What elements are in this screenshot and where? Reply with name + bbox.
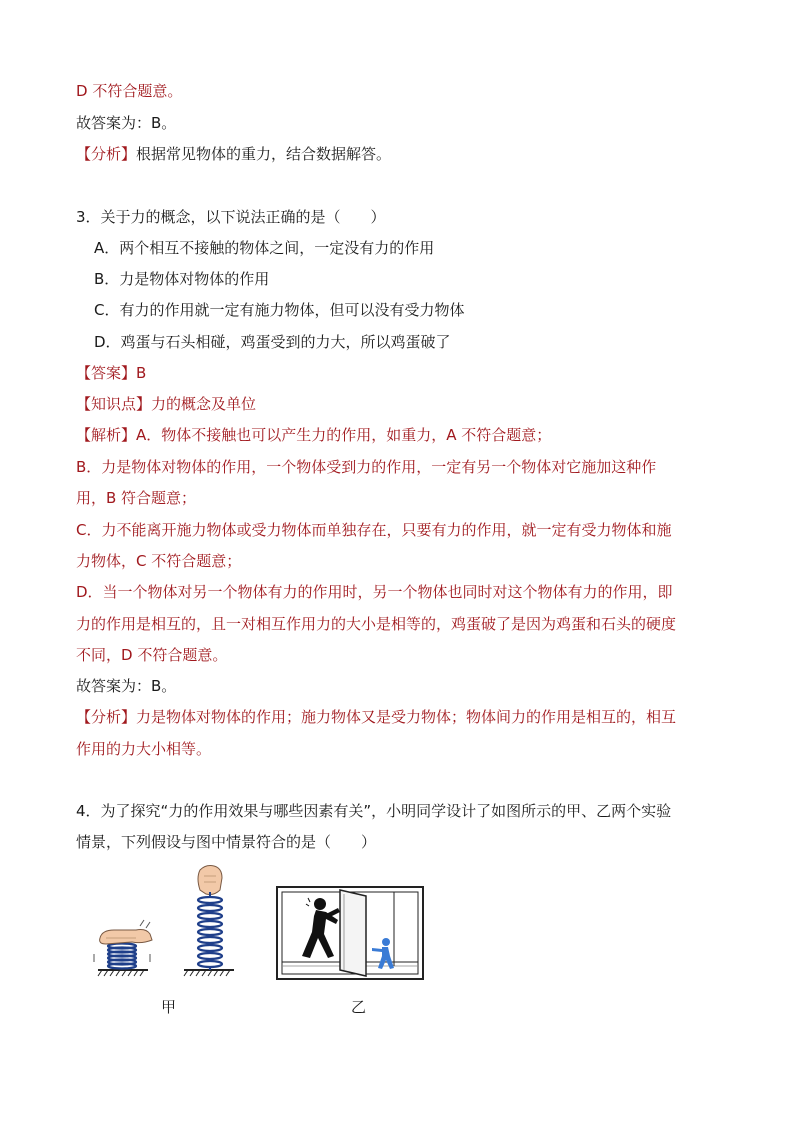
q3-explain-line-5: 力物体，C 不符合题意； <box>76 552 242 570</box>
q3-explain-line-6: D．当一个物体对另一个物体有力的作用时，另一个物体也同时对这个物体有力的作用，即 <box>76 583 673 601</box>
q3-knowledge <box>76 394 256 414</box>
answer-value: B <box>136 364 147 382</box>
figure-yi <box>276 886 424 980</box>
q4-stem-line-1: 4．为了探究“力的作用效果与哪些因素有关”，小明同学设计了如图所示的甲、乙两个实验 <box>76 802 672 820</box>
q3-option-a: A．两个相互不接触的物体之间，一定没有力的作用 <box>94 239 435 257</box>
stretched-spring <box>198 897 222 970</box>
q2-final-answer: 故答案为：B。 <box>76 114 177 132</box>
q3-explain-line-4: C．力不能离开施力物体或受力物体而单独存在，只要有力的作用，就一定有受力物体和施 <box>76 521 672 539</box>
figure-jia <box>92 862 252 987</box>
ground-right <box>184 970 234 976</box>
q3-explain-line-3: 用，B 符合题意； <box>76 489 197 507</box>
ground-left <box>98 970 148 976</box>
q2-option-d-verdict: D 不符合题意。 <box>76 82 183 100</box>
analysis-tag: 【分析】 <box>76 145 137 163</box>
q2-analysis <box>76 144 391 164</box>
q3-option-d: D．鸡蛋与石头相碰，鸡蛋受到的力大，所以鸡蛋破了 <box>94 333 451 351</box>
q3-analysis-line-1: 【分析】力是物体对物体的作用；施力物体又是受力物体；物体间力的作用是相互的，相互 <box>76 708 677 726</box>
analysis-text: 根据常见物体的重力，结合数据解答。 <box>136 145 392 163</box>
q3-explain-line-8: 不同，D 不符合题意。 <box>76 646 228 664</box>
analysis-tag: 【分析】 <box>76 708 137 726</box>
answer-tag: 【答案】 <box>76 364 137 382</box>
hand-pulling-icon <box>198 866 222 898</box>
knowledge-tag: 【知识点】 <box>76 395 152 413</box>
q3-explain-line-7: 力的作用是相互的，且一对相互作用力的大小是相等的，鸡蛋破了是因为鸡蛋和石头的硬度 <box>76 615 677 633</box>
q3-analysis-line-2: 作用的力大小相等。 <box>76 740 212 758</box>
caption-yi: 乙 <box>351 998 367 1016</box>
explain-tag: 【解析】 <box>76 426 137 444</box>
q3-final-answer: 故答案为：B。 <box>76 677 177 695</box>
q3-option-c: C．有力的作用就一定有施力物体，但可以没有受力物体 <box>94 301 465 319</box>
q3-answer <box>76 363 146 383</box>
caption-jia: 甲 <box>161 998 177 1016</box>
q3-explain-line-1: 【解析】A．物体不接触也可以产生力的作用，如重力，A 不符合题意； <box>76 426 552 444</box>
q3-explain-line-2: B．力是物体对物体的作用，一个物体受到力的作用，一定有另一个物体对它施加这种作 <box>76 458 657 476</box>
q4-stem-line-2: 情景，下列假设与图中情景符合的是（ ） <box>76 833 377 851</box>
q3-stem: 3．关于力的概念，以下说法正确的是（ ） <box>76 208 386 226</box>
compressed-spring <box>108 944 136 969</box>
q3-option-b: B．力是物体对物体的作用 <box>94 270 270 288</box>
knowledge-text: 力的概念及单位 <box>151 395 257 413</box>
